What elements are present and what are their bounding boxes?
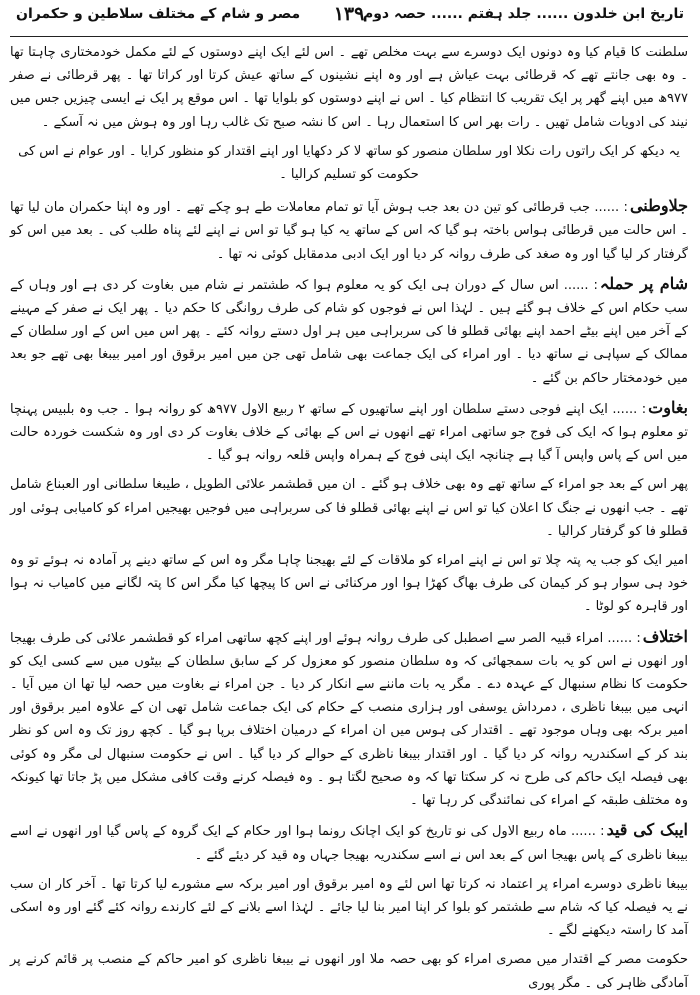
paragraph	[10, 41, 688, 134]
paragraph	[10, 625, 688, 813]
section-heading: ایبک کی قید	[606, 820, 688, 840]
page-number: ۱۳۹	[333, 3, 365, 25]
section-heading: جلاوطنی	[629, 196, 688, 216]
paragraph	[10, 194, 688, 266]
paragraph-text: : ...... ماہ ربیع الاول کی نو تاریخ کو ایک اچانک رونما ہوا اور حکام کے ایک گروہ کے پاس گیا اور انھوں نے اسے بیبغا ناظری کے پاس بھیجا اس کے بعد اس نے اسے سکندریہ بھیجا جہاں وہ قید کر دیئے گئے ۔	[10, 824, 688, 863]
header-book-title: تاریخ ابن خلدون ...... جلد ہفتم ...... حصہ دوم	[362, 6, 684, 22]
paragraph-text: حکومت مصر کے اقتدار میں مصری امراء کو بھی حصہ ملا اور انھوں نے بیبغا ناظری کو امیر حاکم کے منصب پر قائم کرنے پر آمادگی ظاہر کی ۔ مگر پوری	[10, 952, 688, 991]
paragraph-text: بیبغا ناظری دوسرے امراء پر اعتماد نہ کرتا تھا اس لئے وہ امیر برقوق اور امیر برکہ سے مشورے لیا کرتا تھا ۔ آخر کار ان سب نے یہ فیصلہ کیا کہ شام سے طشتمر کو بلوا کر اپنا امیر بنا لیا جائے ۔ لہٰذا اسے بلانے کے لئے کارندے روانہ کئے گئے اور وہ اسکی آمد کا راستہ دیکھنے لگے ۔	[10, 876, 688, 939]
paragraph-text: : ...... جب قرطائی کو تین دن بعد جب ہوش آیا تو تمام معاملات طے ہو چکے تھے ۔ اور وہ اپنا حکمران مان لیا تھا ۔ اس حالت میں قرطائی ہواس باختہ ہو گیا کہ اس کے ساتھ یہ کیا ہو گیا تو اس نے اپنے لئے پناہ طلب کی ۔ بعد میں اس کو گرفتار کر لیا گیا اور وہ صغد کی طرف روانہ کر دیا اور ایک ادبی مدمقابل کوئی نہ تھا ۔	[10, 200, 688, 262]
paragraph	[10, 873, 688, 943]
section-heading: شام پر حملہ	[599, 273, 688, 293]
paragraph	[10, 948, 688, 994]
paragraph	[10, 272, 688, 390]
paragraph	[10, 473, 688, 543]
paragraph-text: : ...... امراء قبیہ الصر سے اصطبل کی طرف روانہ ہوئے اور اپنے کچھ ساتھی امراء کو قطشمر علائی کی طرف بھیجا اور انھوں نے اس کو یہ بات سمجھائی کہ وہ سلطان منصور کو معزول کر کے سابق سلطان کے بیٹوں میں سے کسی ایک کو حکومت کا نظام سنبھال کے عہدہ دے ۔ مگر یہ بات ماننے سے انکار کر دیا ۔ جن امراء نے بغاوت میں حصہ لیا تھا ان میں آیا ۔ انہی میں بیبغا ناظری ، دمرداش یوسفی اور ہزاری منصب کے حکام کی ایک جماعت شامل تھی ان کے علاوہ امیر برقوق اور امیر برکہ بھی وہاں موجود تھے ۔ اقتدار کی ہوس میں ان امراء کے درمیان اختلاف برپا ہو گیا ۔ کچھ روز تک وہ اس کو نظر بند کر کے اسکندریہ روانہ کر دیا گیا ۔ اور اقتدار بیبغا ناظری کے حوالے کر دیا گیا ۔ اس نے حکومت سنبھال لی مگر وہ کوئی بھی فیصلہ ایک حاکم کی طرح نہ کر سکتا تھا کہ وہ صحیح لگتا ہو ۔ وہ فیصلہ کرنے وقت کافی مشکل میں پڑ جاتا تھا کیونکہ وہ مختلف طبقہ کے امراء کی نمائندگی کر رہا تھا ۔	[10, 630, 688, 809]
paragraph-text: امیر ایک کو جب یہ پتہ چلا تو اس نے اپنے امراء کو ملاقات کے لئے بھیجنا چاہا مگر وہ اس کے ساتھ دینے پر آمادہ نہ ہوئے تو وہ خود ہی سوار ہو کر کیمان کی طرف بھاگ کھڑا ہوا اور مرکنائی نے اس کا پیچھا کیا مگر اس کا پتہ لگانے میں کامیاب نہ ہوا اور قاہرہ کو لوٹا ۔	[10, 553, 688, 615]
header-divider	[10, 36, 688, 37]
paragraph-text: سلطنت کا قیام کیا وہ دونوں ایک دوسرے سے بہت مخلص تھے ۔ اس لئے ایک اپنے دوستوں کے لئے مکمل خودمختاری چاہتا تھا ۔ وہ بھی جانتے تھے کہ قرطائی بہت عیاش ہے اور وہ اپنے نشینوں کے ساتھ عیش کرتا اور کراتا تھا ۔ پھر قرطائی نے صفر ۹۷۷ھ میں اپنے گھر پر ایک تقریب کا انتظام کیا ۔ اس نے اپنے دوستوں کو بلوایا تھا ۔ اس موقع پر ایک نے ایسی چیزیں جس میں نیند کی ادویات شامل تھیں ۔ رات بھر اس کا استعمال رہا ۔ اس کا نشہ صبح تک غالب رہا اور وہ ہوش میں نہ آسکے ۔	[10, 45, 688, 130]
section-heading: اختلاف	[642, 626, 688, 646]
paragraph-text: یہ دیکھ کر ایک راتوں رات نکلا اور سلطان منصور کو ساتھ لا کر دکھایا اور اپنے اقتدار کو منظور کرایا ۔ اور عوام نے اس کی حکومت کو تسلیم کرالیا ۔	[18, 143, 680, 183]
section-heading: بغاوت	[648, 397, 688, 417]
paragraph	[10, 396, 688, 468]
paragraph	[10, 140, 688, 186]
paragraph	[10, 818, 688, 866]
paragraph-text: پھر اس کے بعد جو امراء کے ساتھ تھے وہ بھی خلاف ہو گئے ۔ ان میں قطشمر علائی الطویل ، طیبغا سلطانی اور العبناع شامل تھے ۔ جب انھوں نے جنگ کا اعلان کیا تو اس نے اپنے بھائی قطلو فا کی سربراہی میں فوجیں بھیجیں امراء کو کامیابی ہوئی اور قطلو فا کو گرفتار کرالیا ۔	[10, 477, 688, 539]
header-section-title: مصر و شام کے مختلف سلاطین و حکمران	[16, 6, 301, 22]
page-header	[10, 0, 688, 36]
paragraph-text: : ...... اس سال کے دوران ہی ایک کو یہ معلوم ہوا کہ طشتمر نے شام میں بغاوت کر دی ہے اور وہاں کے سب حکام اس کے خلاف ہو گئے ہیں ۔ لہٰذا اس نے فوجوں کو شام کی طرف روانگی کا حکم دیا ۔ پھر ایک نے صفر کے مہینے کے آخر میں اپنے بیٹے احمد اپنے بھائی قطلو فا کی سربراہی میں ہر اول دستے روانہ کئے ۔ پھر اس میں اس کے اور سلطان کے ممالک کے سپاہی نے ساتھ دیا ۔ اور امراء کی ایک جماعت بھی شامل تھی جن میں امیر برقوق اور امیر بیبغا بھی تھے جو بعد میں خودمختار حاکم بن گئے ۔	[10, 277, 688, 386]
page-body	[10, 41, 688, 995]
paragraph-text: : ...... ایک اپنے فوجی دستے سلطان اور اپنے ساتھیوں کے ساتھ ۲ ربیع الاول ۹۷۷ھ کو روانہ ہوا ۔ جب وہ بلبیس پہنچا تو معلوم ہوا کہ ایک کی فوج جو ساتھی امراء تھے انھوں نے اس کے بھائی کے خلاف بغاوت کر دی اور وہ شکست خوردہ حالت میں اس کے پاس واپس آ گیا ہے چنانچہ ایک اپنی فوج کے ہمراہ واپس قلعہ روانہ ہو گیا ۔	[10, 401, 688, 464]
paragraph	[10, 549, 688, 619]
